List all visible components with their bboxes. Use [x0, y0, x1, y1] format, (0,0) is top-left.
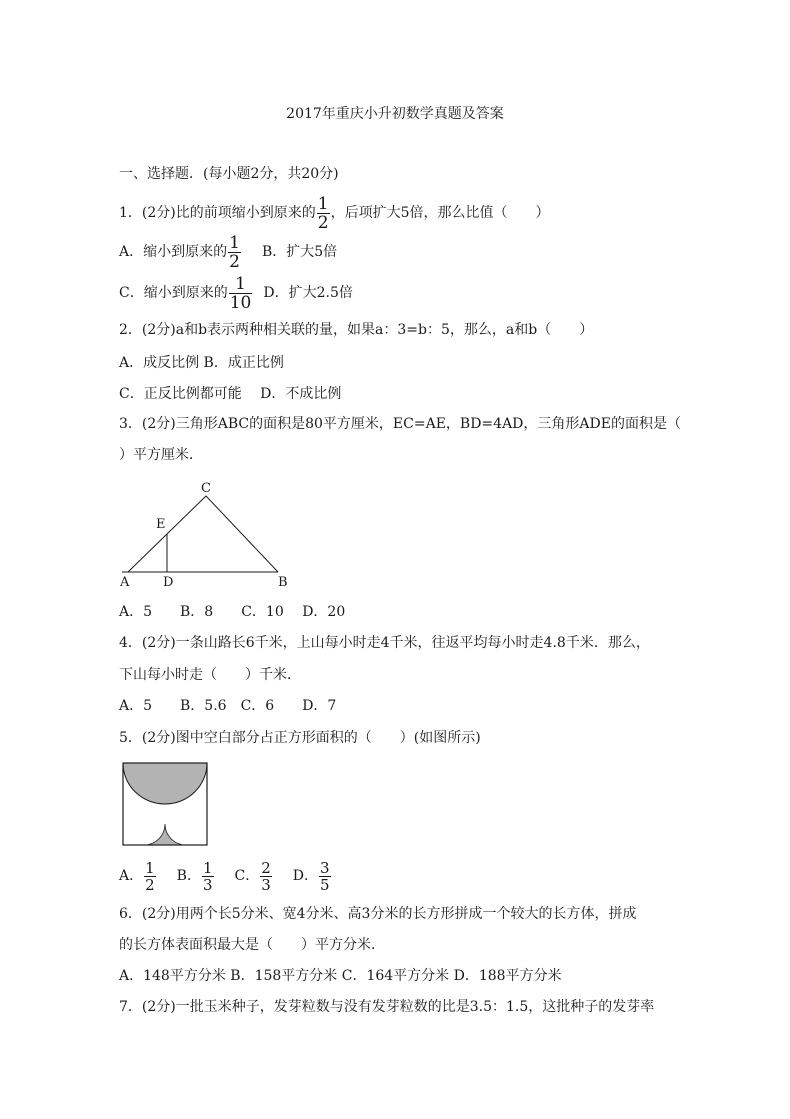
q1-options-row-2: [119, 275, 353, 311]
label-e: E: [156, 517, 166, 532]
triangle-abc: [128, 496, 278, 572]
question-7-line-1: 7．(2分)一批玉米种子，发芽粒数与没有发芽粒数的比是3.5：1.5，这批种子的发芽率: [119, 999, 655, 1015]
q1-options-row-1: [119, 234, 337, 270]
q5-option-c-fraction: $\frac{2}{3}$: [261, 858, 271, 894]
label-b: B: [278, 575, 288, 590]
q5-option-a-label: A．: [119, 868, 144, 884]
q1-option-c: C．缩小到原来的: [119, 285, 228, 301]
question-2: 2．(2分)a和b表示两种相关联的量，如果a：3=b：5，那么，a和b（ ）: [119, 322, 594, 338]
q1-option-c-fraction: $\frac{1}{10}$: [229, 273, 252, 313]
label-a: A: [120, 575, 130, 590]
q1-stem-b: ，后项扩大5倍，那么比值（ ）: [330, 205, 550, 221]
q5-option-b-label: B．: [176, 868, 201, 884]
label-d: D: [163, 575, 174, 590]
q3-options: A．5 B．8 C．10 D．20: [119, 604, 346, 620]
q4-options: A．5 B．5.6 C．6 D．7: [119, 698, 337, 714]
q2-options-row-1: A．成反比例 B．成正比例: [119, 355, 284, 371]
q1-option-a-fraction: $\frac{1}{2}$: [229, 232, 240, 272]
question-3-line-2: ）平方厘米．: [119, 447, 203, 463]
section-heading: 一、选择题．(每小题2分，共20分): [119, 166, 339, 182]
page-title: 2017年重庆小升初数学真题及答案: [286, 106, 504, 122]
q5-option-d-fraction: $\frac{3}{5}$: [320, 858, 330, 894]
q5-option-c-label: C．: [234, 868, 260, 884]
q5-options: [119, 858, 332, 894]
question-4-line-2: 下山每小时走（ ）千米．: [119, 667, 301, 683]
question-5: 5．(2分)图中空白部分占正方形面积的（ ）(如图所示): [119, 730, 481, 746]
q5-option-d-label: D．: [292, 868, 319, 884]
q1-option-b: B．扩大5倍: [261, 244, 338, 260]
q1-option-d: D．扩大2.5倍: [263, 285, 353, 301]
q1-stem-a: 1．(2分)比的前项缩小到原来的: [119, 205, 316, 221]
q2-options-row-2: C．正反比例都可能 D．不成比例: [119, 386, 342, 402]
q5-option-a-fraction: $\frac{1}{2}$: [145, 858, 155, 894]
q5-option-b-fraction: $\frac{1}{3}$: [202, 858, 213, 894]
q6-options: A．148平方分米 B．158平方分米 C．164平方分米 D．188平方分米: [119, 968, 562, 984]
question-1: [119, 195, 550, 231]
question-4-line-1: 4．(2分)一条山路长6千米，上山每小时走4千米，往返平均每小时走4.8千米．那么，: [119, 635, 650, 651]
question-3-line-1: 3．(2分)三角形ABC的面积是80平方厘米，EC=AE，BD=4AD，三角形ADE的面积是（: [119, 416, 681, 432]
q1-fraction: $\frac{1}{2}$: [317, 193, 329, 233]
label-c: C: [201, 481, 211, 496]
square-figure: [122, 762, 210, 848]
question-6-line-2: 的长方体表面积最大是（ ）平方分米．: [119, 937, 385, 953]
question-6-line-1: 6．(2分)用两个长5分米、宽4分米、高3分米的长方形拼成一个较大的长方体，拼成: [119, 906, 637, 922]
triangle-figure: [118, 478, 298, 590]
q1-option-a: A．缩小到原来的: [119, 244, 228, 260]
